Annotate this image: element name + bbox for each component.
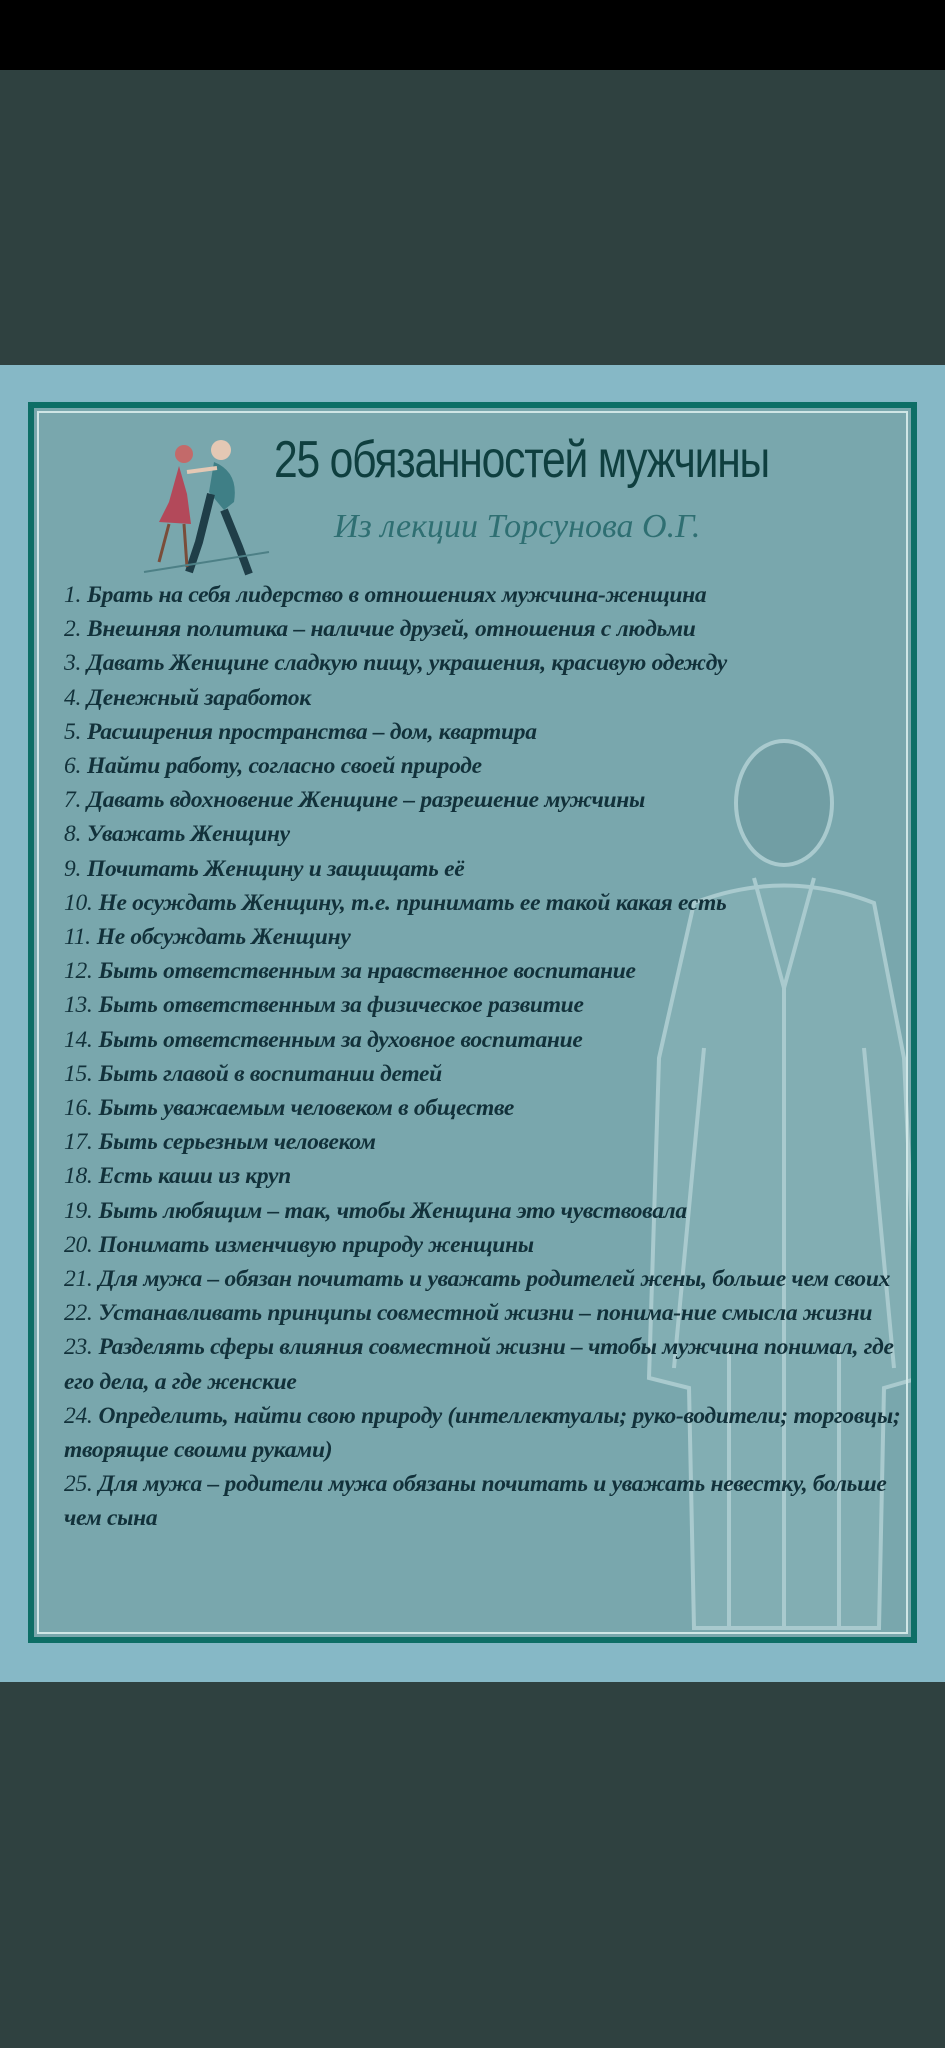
duty-item <box>64 578 904 612</box>
duty-item <box>64 1023 904 1057</box>
duty-text: Найти работу, согласно своей природе <box>87 753 482 780</box>
duty-text: Быть главой в воспитании детей <box>98 1060 442 1087</box>
duty-number: 5. <box>64 718 82 745</box>
duty-text: Для мужа – родители мужа обязаны почитать и уважать невестку, больше чем сына <box>64 1471 887 1532</box>
poster-title: 25 обязанностей мужчины <box>274 431 769 489</box>
dancing-couple-icon <box>129 432 279 582</box>
duty-item <box>64 920 904 954</box>
duty-text: Давать Женщине сладкую пищу, украшения, красивую одежду <box>87 650 727 677</box>
duties-list <box>64 578 904 1536</box>
duty-item <box>64 954 904 988</box>
duty-text: Определить, найти свою природу (интеллектуалы; руко-водители; торговцы; творящие своими руками) <box>64 1402 901 1464</box>
duty-text: Брать на себя лидерство в отношениях мужчина-женщина <box>87 582 707 608</box>
duty-number: 6. <box>64 753 82 780</box>
duty-text: Почитать Женщину и защищать её <box>87 855 465 882</box>
duty-item <box>64 1194 904 1228</box>
duty-number: 3. <box>64 650 82 677</box>
duty-item <box>64 1262 904 1296</box>
duty-item <box>64 1330 904 1398</box>
duty-number: 10. <box>64 889 93 916</box>
duty-text: Для мужа – обязан почитать и уважать родителей жены, больше чем своих <box>98 1266 891 1293</box>
duty-item <box>64 886 904 920</box>
duty-item <box>64 1159 904 1193</box>
duty-number: 17. <box>64 1129 93 1156</box>
duty-text: Быть ответственным за духовное воспитание <box>98 1026 583 1053</box>
duty-number: 16. <box>64 1095 93 1122</box>
duty-text: Внешняя политика – наличие друзей, отношения с людьми <box>87 616 696 643</box>
duty-text: Уважать Женщину <box>87 821 290 848</box>
duty-item <box>64 988 904 1022</box>
duty-item <box>64 715 904 749</box>
duty-number: 7. <box>64 787 82 814</box>
duty-text: Устанавливать принципы совместной жизни – понима-ние смысла жизни <box>98 1300 873 1327</box>
duty-number: 4. <box>64 684 82 711</box>
duty-text: Разделять сферы влияния совместной жизни – чтобы мужчина понимал, где его дела, а где женские <box>64 1334 894 1395</box>
duty-item <box>64 1228 904 1262</box>
poster-frame <box>28 402 917 1643</box>
duty-item <box>64 1091 904 1125</box>
duty-number: 22. <box>64 1300 93 1327</box>
duty-text: Быть уважаемым человеком в обществе <box>98 1095 515 1122</box>
duty-number: 21. <box>64 1266 93 1293</box>
duty-item <box>64 612 904 646</box>
duty-item <box>64 1399 904 1467</box>
duty-item <box>64 1296 904 1330</box>
duty-number: 15. <box>64 1060 93 1087</box>
duty-item <box>64 1125 904 1159</box>
duty-number: 13. <box>64 992 93 1019</box>
poster-subtitle: Из лекции Торсунова О.Г. <box>334 508 701 545</box>
duty-number: 14. <box>64 1026 93 1053</box>
duty-number: 11. <box>64 924 91 951</box>
duty-text: Давать вдохновение Женщине – разрешение мужчины <box>87 787 646 814</box>
duty-text: Быть ответственным за физическое развитие <box>98 992 584 1019</box>
duty-text: Есть каши из круп <box>98 1163 291 1190</box>
duty-text: Понимать изменчивую природу женщины <box>98 1231 534 1258</box>
duty-number: 9. <box>64 855 82 882</box>
duty-number: 25. <box>64 1471 93 1498</box>
duty-number: 23. <box>64 1334 93 1361</box>
duty-text: Быть серьезным человеком <box>98 1129 376 1156</box>
duty-number: 20. <box>64 1231 93 1258</box>
duty-text: Денежный заработок <box>87 684 311 711</box>
duty-number: 18. <box>64 1163 93 1190</box>
duty-text: Расширения пространства – дом, квартира <box>87 718 537 745</box>
duty-item <box>64 646 904 680</box>
duty-text: Быть любящим – так, чтобы Женщина это чувствовала <box>98 1197 687 1224</box>
duty-number: 2. <box>64 616 82 643</box>
duty-number: 24. <box>64 1402 93 1429</box>
status-bar <box>0 0 945 70</box>
duty-text: Не обсуждать Женщину <box>96 924 351 951</box>
duty-item <box>64 1057 904 1091</box>
duty-number: 19. <box>64 1197 93 1224</box>
duty-item <box>64 817 904 851</box>
duty-number: 8. <box>64 821 82 848</box>
duty-item <box>64 1467 904 1535</box>
poster-image[interactable] <box>0 365 945 1682</box>
duty-text: Не осуждать Женщину, т.е. принимать ее такой какая есть <box>98 889 727 916</box>
duty-item <box>64 681 904 715</box>
duty-number: 12. <box>64 958 93 985</box>
duty-text: Быть ответственным за нравственное воспитание <box>98 958 636 985</box>
duty-item <box>64 852 904 886</box>
duty-item <box>64 749 904 783</box>
duty-item <box>64 783 904 817</box>
duty-number: 1. <box>64 582 82 608</box>
